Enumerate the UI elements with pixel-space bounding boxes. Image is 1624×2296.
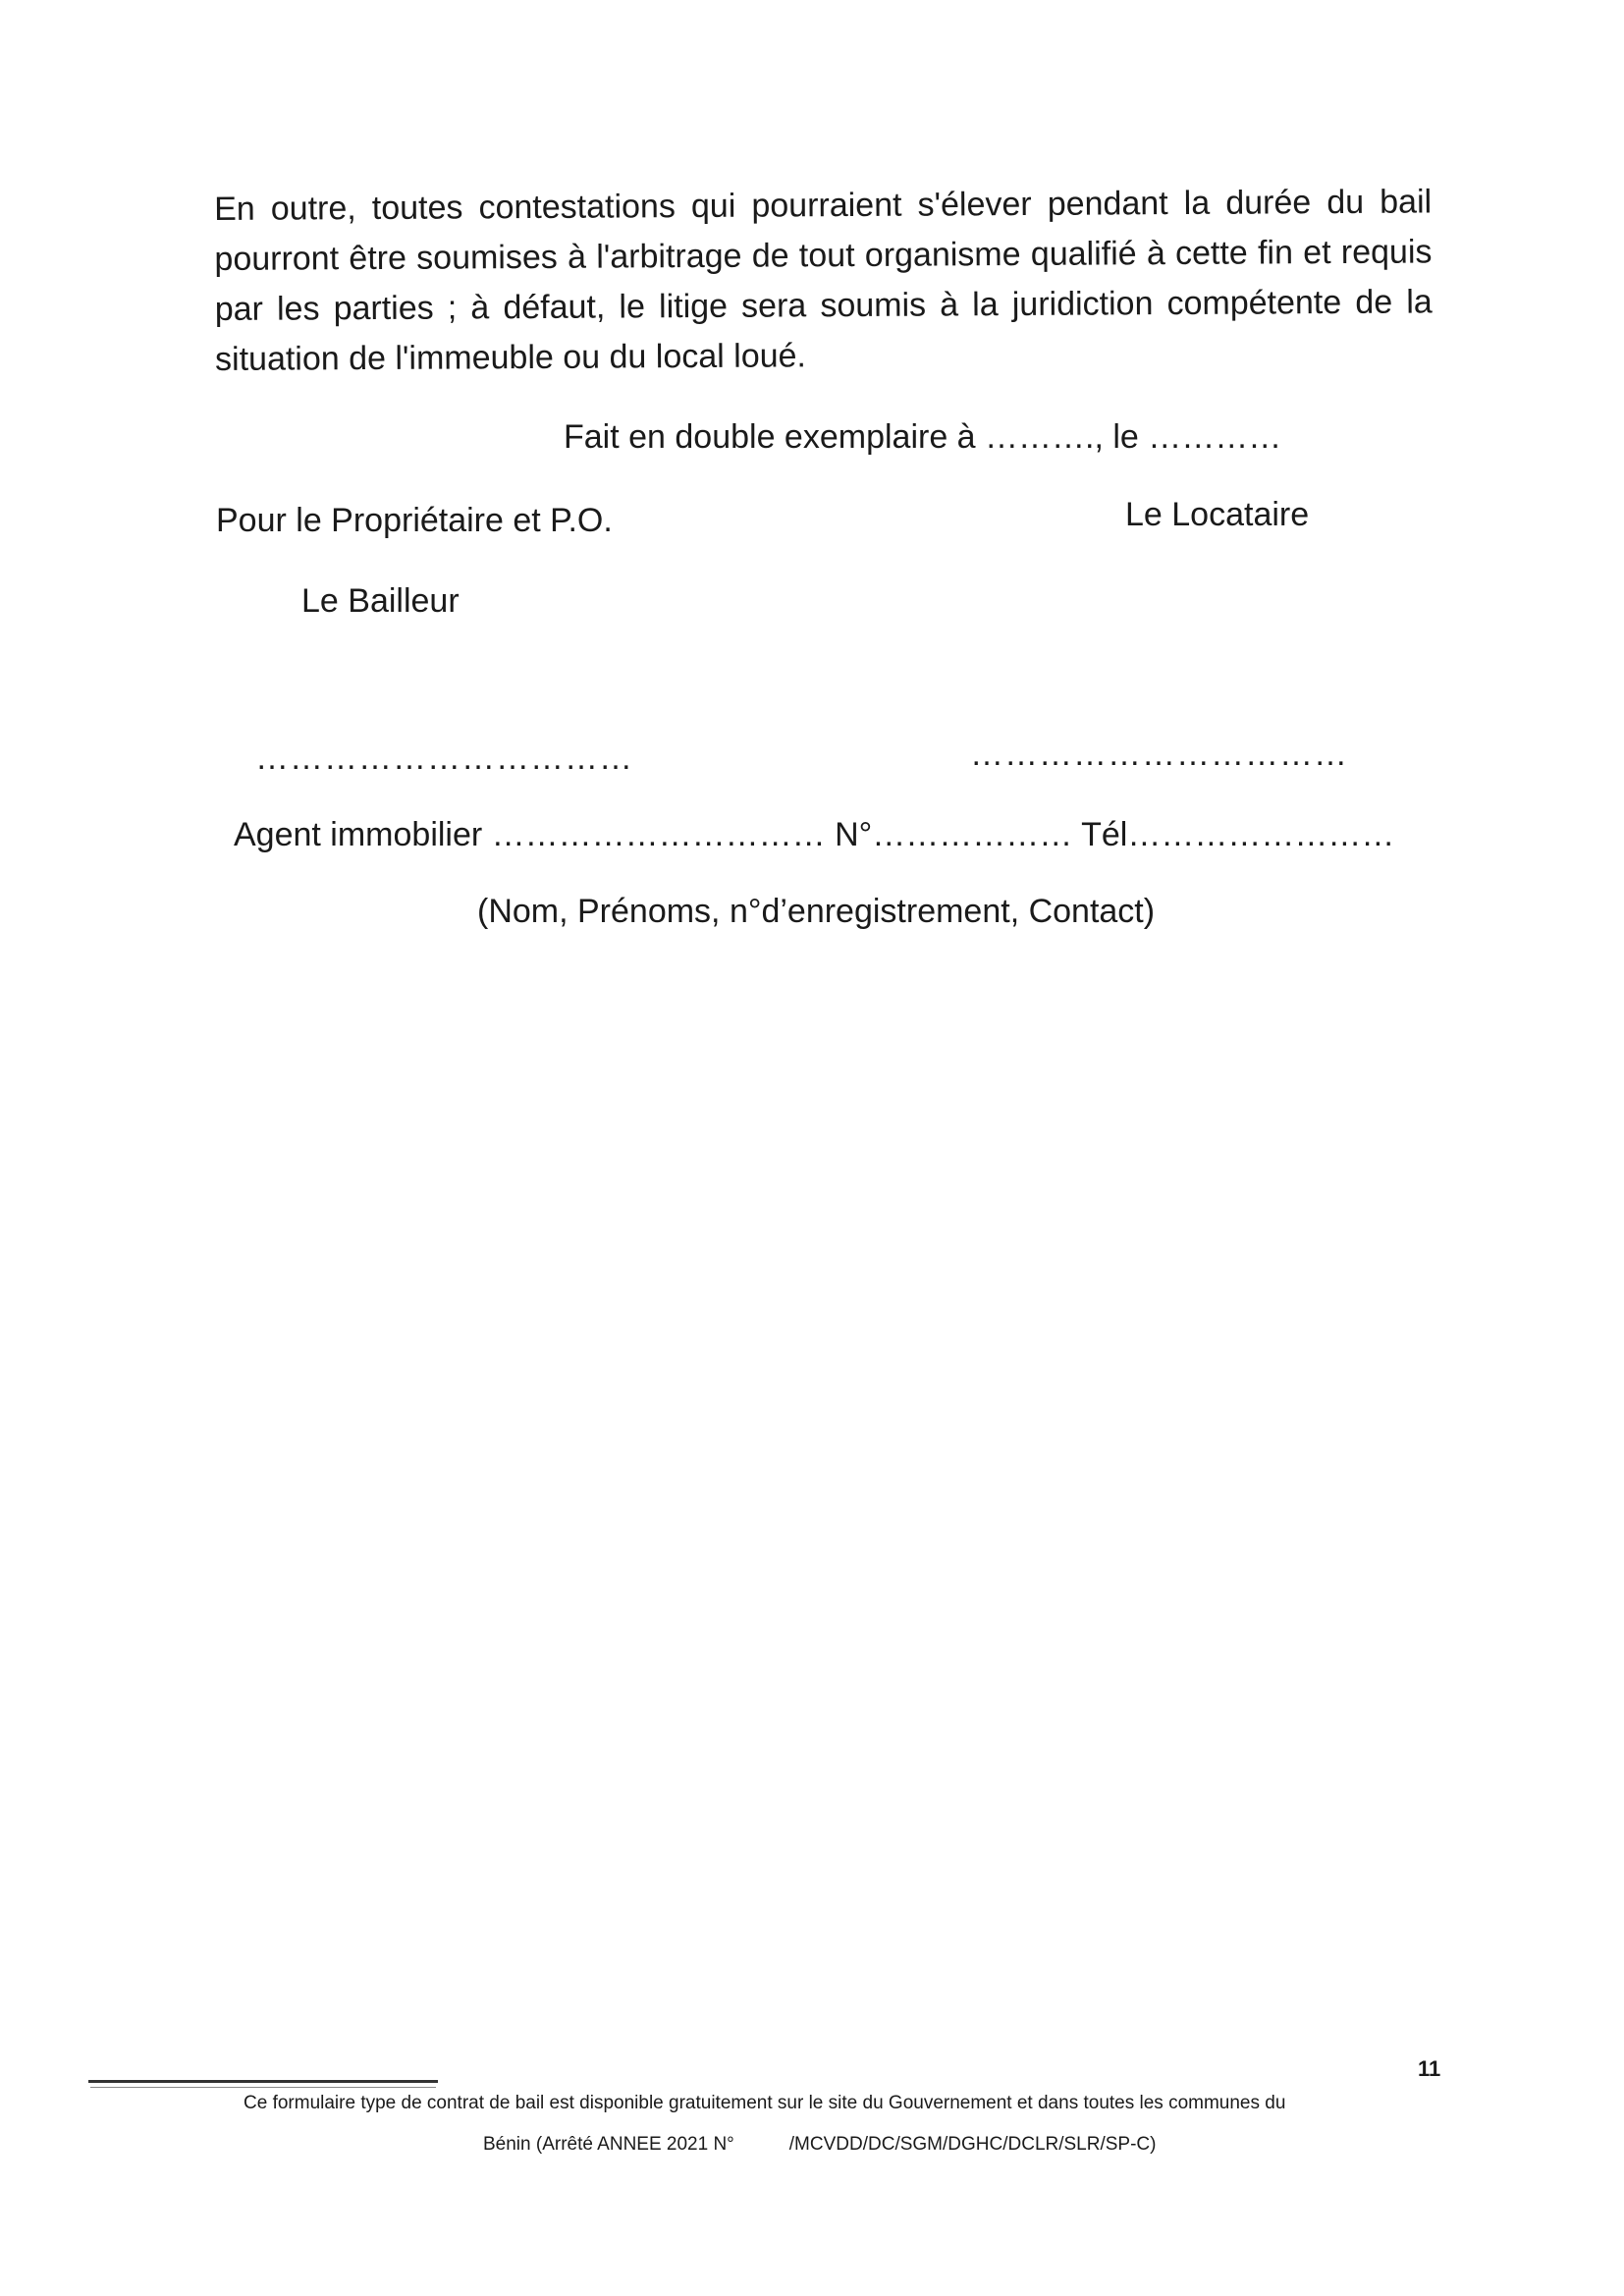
- agent-details-note: (Nom, Prénoms, n°d’enregistrement, Contact): [477, 893, 1156, 930]
- tenant-signature-line: ……………………………: [970, 736, 1348, 773]
- footer-divider: [88, 2080, 438, 2083]
- owner-signature-label: Pour le Propriétaire et P.O.: [216, 502, 613, 539]
- page-number: 11: [1418, 2056, 1441, 2081]
- tenant-signature-label: Le Locataire: [1125, 496, 1310, 533]
- owner-signature-line: ……………………………: [255, 739, 633, 777]
- footer-decree-prefix: Bénin (Arrêté ANNEE 2021 N°: [483, 2134, 734, 2155]
- footer-divider-thin: [90, 2087, 436, 2088]
- arbitration-paragraph: En outre, toutes contestations qui pourraient s'élever pendant la durée du bail pourront être soumises à l'arbitrage de tout organisme qualifié à cette fin et requis par les parties ; à défaut, le litige sera soumis à la juridiction compétente de la situation de l'immeuble ou du local loué.: [214, 183, 1433, 378]
- real-estate-agent-line: Agent immobilier ………………………… N°……………… Tél……………………: [234, 816, 1395, 853]
- footer-decree-reference: /MCVDD/DC/SGM/DGHC/DCLR/SLR/SP-C): [788, 2134, 1157, 2155]
- landlord-signature-sublabel: Le Bailleur: [301, 582, 460, 620]
- footer-note-line1: Ce formulaire type de contrat de bail est disponible gratuitement sur le site du Gouvernement et dans toutes les communes du: [244, 2093, 1286, 2113]
- footer-note-line2: [483, 2133, 1156, 2157]
- place-date-line: Fait en double exemplaire à ………., le …………: [564, 418, 1282, 456]
